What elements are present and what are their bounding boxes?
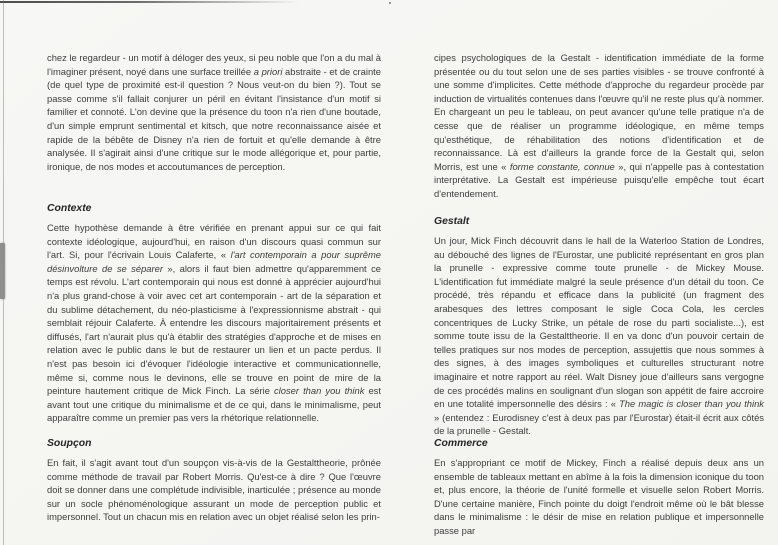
section-heading: Soupçon xyxy=(47,438,92,449)
right-page-column xyxy=(434,51,764,536)
section-heading: Contexte xyxy=(47,203,92,214)
paragraph: cipes psychologiques de la Gestalt - identification immédiate de la forme présentée ou du tout selon une de ses parties visibles - se trouve confronté à une somme d'implicites. Cette méthode d'approche du regardeur procède par induction de virtualités contenues dans l'œuvre qu'il ne reste plus qu'à nommer. En chargeant un peu le tableau, on peut avancer qu'une telle pratique n'a de cesse que de réaliser un programme idéologique, en même temps qu'esthétique, de réhabilitation des notions d'identification et de reconnaissance. Là est d'ailleurs la grande force de la Gestalt qui, selon Morris, est une « forme constante, connue », qui n'appelle pas à contestation interprétative. La Gestalt est impérieuse puisqu'elle empêche tout écart d'entendement. xyxy=(434,52,764,199)
text-section xyxy=(434,438,764,538)
paragraph: chez le regardeur - un motif à déloger des yeux, si peu noble que l'on a du mal à l'imaginer présent, noyé dans une surface treillée a priori abstraite - et de crainte (de quel type de proximité est-il question ? Nous veut-on du bien ?). Tout se passe comme s'il fallait conjurer un péril en évitant l'insistance d'un motif si familier et connoté. L'on devine que la présence du toon n'a rien d'une boutade, d'un simple emprunt sentimental et kitsch, que notre reconnaissance aisée et rapide de la bébête de Disney n'a rien de fortuit et qu'elle demande à être analysée. Il s'agirait ainsi d'une critique sur le mode allégorique et, pour partie, ironique, de nos modes et accoutumances de perception. xyxy=(47,52,382,172)
paragraph: En s'appropriant ce motif de Mickey, Finch a réalisé depuis deux ans un ensemble de tableaux mettant en abîme à la fois la dimension iconique du toon et, plus encore, la théorie de l'unité formelle et visuelle selon Robert Morris. D'une certaine manière, Finch pointe du doigt l'endroit même où le bât blesse dans le minimalisme : le désir de mise en relation publique et impersonnelle passe par xyxy=(434,457,764,536)
italic-phrase: l'art contemporain a pour suprême désinvolture de se séparer xyxy=(47,249,381,274)
paragraph: En fait, il s'agit avant tout d'un soupçon vis-à-vis de la Gestalttheorie, prônée comme méthode de travail par Robert Morris. Qu'est-ce à dire ? Que l'œuvre doit se donner dans une complétude indivisible, inarticulée ; présence au monde sur un socle phénoménologique assurant un mode de perception public et impersonnel. Tout un chacun mis en relation avec un objet réalisé selon les prin- xyxy=(47,457,381,523)
text-section xyxy=(47,203,381,425)
scan-edge-left-mark xyxy=(0,243,5,299)
section-heading: Commerce xyxy=(434,438,488,449)
text-section xyxy=(47,438,381,524)
italic-phrase: closer than you think xyxy=(273,385,365,397)
italic-phrase: The magic is closer than you think xyxy=(619,398,764,410)
text-section xyxy=(434,51,764,201)
scan-speck xyxy=(389,2,391,4)
paragraph: Un jour, Mick Finch découvrit dans le hall de la Waterloo Station de Londres, au débouché des lignes de l'Eurostar, une publicité représentant en gros plan la prunelle - expressive comme toute prunelle - de Mickey Mouse. L'identification fut immédiate malgré la seule présence d'un détail du toon. Ce procédé, très répandu et efficace dans la publicité (un fragment des arabesques des lettres composant le sigle Coca Cola, les cercles concentriques de Lucky Strike, un pétale de rose du parti socialiste...), est somme toute issu de la Gestalttheorie. Il en va donc d'un pouvoir certain de telles pratiques sur nos modes de perception, assujettis que nous sommes à des signes, à des images symboliques et culturelles structurant notre imaginaire et notre rapport au réel. Walt Disney joue d'ailleurs sans vergogne de ces procédés malins en soulignant d'un slogan son appétit de faire accroire en une totalité impersonnelle des désirs : « The magic is closer than you think » (entendez : Eurodisney c'est à deux pas par l'Eurostar) était-il écrit aux côtés de la prunelle - Gestalt. xyxy=(434,235,764,437)
left-page-column xyxy=(47,51,381,531)
paragraph: Cette hypothèse demande à être vérifiée en prenant appui sur ce qui fait contexte idéologique, aujourd'hui, en raison d'un discours quasi commun sur l'art. Si, pour l'écrivain Louis Calaferte, « l'art contemporain a pour suprême désinvolture de se séparer », alors il faut bien admettre qu'apparemment ce temps est révolu. L'art contemporain qui nous est donné à apprécier aujourd'hui n'a plus grand-chose à voir avec cet art contemporain - art de la séparation et du sublime détachement, du néo-plasticisme à l'expressionnisme abstrait - qui semblait réjouir Calaferte. À entendre les discours majoritairement présents et diffusés, l'art n'aurait plus qu'à établir des stratégies d'approche et de mises en relation avec le public dans le but de restaurer un lien et un pacte perdus. Il n'est pas besoin ici d'évoquer l'idéologie interactive et communicationnelle, même si, comme nous le devinons, elle se trouve en point de mire de la peinture hautement critique de Mick Finch. La série closer than you think est avant tout une critique du minimalisme et de ce qui, dans le minimalisme, peut apparaître comme un premier pas vers la rhétorique relationnelle. xyxy=(47,222,381,424)
italic-phrase: forme constante, connue xyxy=(509,160,615,172)
italic-phrase: a priori xyxy=(253,65,283,77)
text-section xyxy=(434,216,764,438)
text-section xyxy=(47,51,381,173)
scan-edge-top-line xyxy=(0,1,300,3)
section-heading: Gestalt xyxy=(434,216,470,227)
